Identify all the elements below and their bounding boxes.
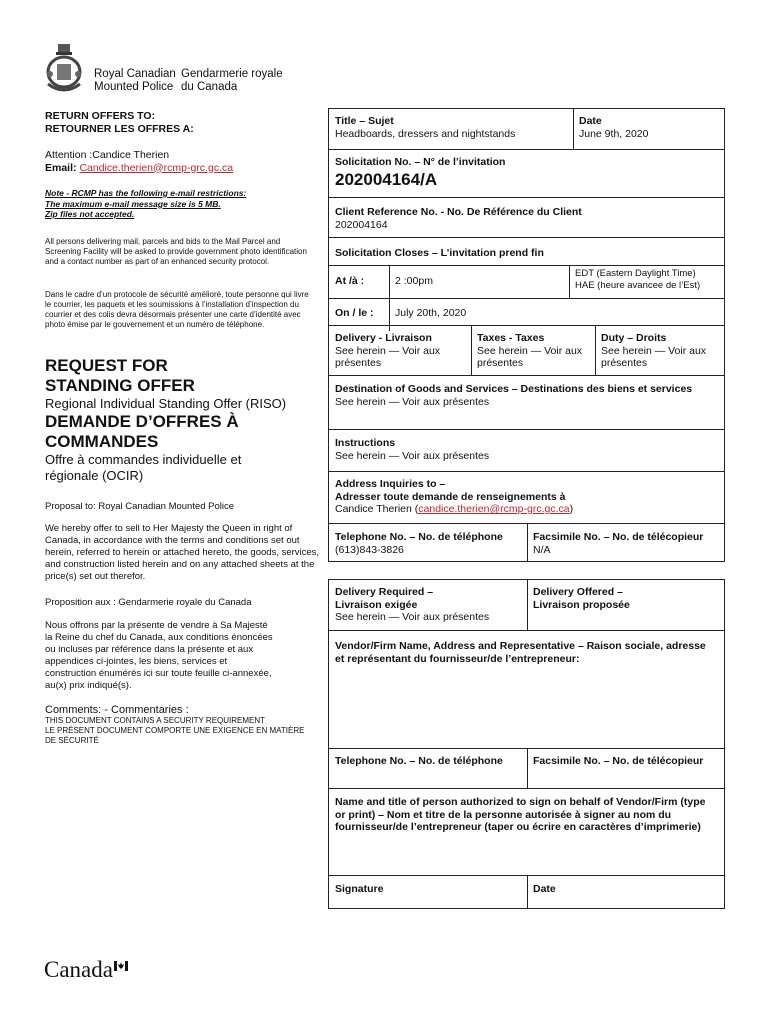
timezone-cell [569, 265, 724, 295]
security-notice-fr: Dans le cadre d’un protocole de sécurité amélioré, toute personne qui livre le courrier, les paquets et les soumissions à l’installation d’inspection du courrier et des colis devra désormais présenter une carte d’identité avec photo émise par le gouvernement et un numéro de téléphone. [45, 290, 309, 329]
taxes-cell [471, 329, 595, 373]
rfso-title-block [45, 356, 325, 484]
rfso-title-line2: STANDING OFFER [45, 376, 195, 395]
telephone-value: (613)843-3826 [335, 543, 404, 556]
telephone-cell [329, 528, 527, 559]
vendor-name-label: Vendor/Firm Name, Address and Representative – Raison sociale, adresse et représentant du fournisseur/de l’entrepreneur: [335, 640, 706, 665]
date-cell [573, 112, 723, 143]
return-offers-fr: RETOURNER LES OFFRES A: [45, 122, 194, 135]
client-ref-cell [329, 203, 719, 234]
canada-wordmark-text: Canada [44, 957, 113, 982]
fax-cell [527, 528, 724, 559]
solicitation-no-value: 202004164/A [335, 169, 438, 189]
delivery-offered-label-en: Delivery Offered – [533, 586, 623, 598]
inquiry-email-link[interactable]: candice.therien@rcmp-grc.gc.ca [418, 503, 570, 515]
authorized-person-label: Name and title of person authorized to sign on behalf of Vendor/Firm (type or print) – Nom et titre de la personne autorisée à signer au nom du fournisseur/de l’entrepreneur (taper ou écrire en caractères d’imprimerie) [335, 796, 706, 833]
org-name-fr [181, 68, 283, 93]
address-inquiries-label-en: Address Inquiries to – [335, 478, 446, 490]
timezone-en: EDT (Eastern Daylight Time) [575, 268, 696, 279]
client-ref-value: 202004164 [335, 218, 388, 231]
org-name-fr-line1: Gendarmerie royale [181, 68, 283, 80]
delivery-label: Delivery - Livraison [335, 332, 432, 344]
vendor-telephone-label: Telephone No. – No. de téléphone [335, 755, 503, 767]
fax-value: N/A [533, 543, 551, 556]
proposal-fr: Proposition aux : Gendarmerie royale du Canada [45, 597, 252, 608]
rcmp-crest-icon [44, 44, 84, 94]
proposal-en: Proposal to: Royal Canadian Mounted Police [45, 501, 235, 512]
security-requirement [45, 716, 305, 746]
delivery-required-label-en: Delivery Required – [335, 586, 434, 598]
closes-label: Solicitation Closes – L’invitation prend fin [335, 247, 544, 259]
title-value: Headboards, dressers and nightstands [335, 127, 516, 140]
note-line1: Note - RCMP has the following e-mail restrictions: [45, 188, 247, 198]
security-notice-en: All persons delivering mail, parcels and bids to the Mail Parcel and Screening Facility will be asked to provide government photo identification and a contact number as part of an enhanced security protocol. [45, 237, 307, 266]
demande-title-line1: DEMANDE D’OFFRES À [45, 412, 239, 431]
offer-text-fr: Nous offrons par la présente de vendre à Sa Majesté la Reine du chef du Canada, aux conditions énoncées ou incluses par référence dans la présente et aux appendices ci-jointes, les biens, services et construction énumérés ici sur toute feuille ci-annexée, au(x) prix indiqué(s). [45, 620, 273, 691]
duty-label: Duty – Droits [601, 332, 667, 344]
instructions-label: Instructions [335, 437, 396, 449]
taxes-value: See herein — Voir aux présentes [477, 344, 583, 369]
title-cell [329, 112, 574, 143]
vendor-response-box [328, 579, 725, 909]
delivery-cell [329, 329, 471, 373]
org-name-en-line2: Mounted Police [94, 80, 174, 93]
offer-text-en: We hereby offer to sell to Her Majesty the Queen in right of Canada, in accordance with the terms and conditions set out herein, referred to herein or attached hereto, the goods, services, and construction listed herein and on any attached sheets at the price(s) set out therefor. [45, 523, 320, 582]
ocir-subtitle-line1: Offre à commandes individuelle et [45, 452, 242, 467]
attention-block [45, 149, 315, 174]
date-label: Date [579, 115, 602, 127]
delivery-required-label-fr: Livraison exigée [335, 598, 418, 611]
org-name-en [94, 68, 176, 93]
timezone-fr: HAE (heure avancee de l’Est) [575, 280, 701, 291]
solicitation-no-cell [329, 153, 719, 194]
telephone-label: Telephone No. – No. de téléphone [335, 531, 503, 543]
solicitation-no-label: Solicitation No. – N° de l’invitation [335, 156, 506, 168]
on-value: July 20th, 2020 [395, 307, 467, 319]
date-value: June 9th, 2020 [579, 127, 649, 140]
address-inquiries-cell [329, 475, 719, 519]
note-line3: Zip files not accepted. [45, 209, 135, 219]
destination-label: Destination of Goods and Services – Destinations des biens et services [335, 383, 693, 395]
vendor-name-field[interactable] [329, 670, 724, 750]
address-inquiries-label-fr: Adresser toute demande de renseignements à [335, 490, 566, 503]
comments-label: Comments: - Commentaries : [45, 704, 189, 716]
canada-wordmark [44, 956, 113, 984]
vendor-fax-label: Facsimile No. – No. de télécopieur [533, 755, 704, 767]
at-label: At /à : [335, 275, 365, 287]
attention-line: Attention :Candice Therien [45, 149, 170, 161]
duty-cell [595, 329, 723, 373]
return-offers-en: RETURN OFFERS TO: [45, 110, 156, 122]
ocir-subtitle-line2: régionale (OCIR) [45, 468, 144, 483]
on-label: On / le : [335, 307, 374, 319]
org-name-fr-line2: du Canada [181, 80, 238, 93]
security-requirement-en: THIS DOCUMENT CONTAINS A SECURITY REQUIREMENT [45, 716, 266, 725]
rfso-title-line1: REQUEST FOR [45, 356, 168, 375]
delivery-required-value: See herein — Voir aux présentes [335, 611, 490, 623]
solicitation-info-box [328, 108, 725, 562]
signature-label: Signature [335, 883, 384, 895]
email-label: Email: [45, 161, 77, 174]
inquiry-paren-close: ) [569, 503, 574, 515]
email-link[interactable]: Candice.therien@rcmp-grc.gc.ca [79, 161, 234, 174]
duty-value: See herein — Voir aux présentes [601, 344, 707, 369]
note-line2: The maximum e-mail message size is 5 MB. [45, 198, 221, 209]
demande-title-line2: COMMANDES [45, 432, 159, 451]
delivery-offered-label-fr: Livraison proposée [533, 598, 630, 611]
instructions-value: See herein — Voir aux présentes [335, 449, 490, 462]
delivery-value: See herein — Voir aux présentes [335, 344, 441, 369]
riso-subtitle: Regional Individual Standing Offer (RISO) [45, 396, 287, 411]
client-ref-label: Client Reference No. - No. De Référence du Client [335, 206, 582, 218]
org-name-en-line1: Royal Canadian [94, 68, 176, 80]
at-value: 2 :00pm [395, 275, 433, 287]
canada-flag-icon [114, 958, 128, 968]
inquiry-contact-name: Candice Therien ( [335, 503, 419, 515]
return-offers-heading [45, 110, 305, 135]
security-requirement-fr: LE PRÉSENT DOCUMENT COMPORTE UNE EXIGENCE EN MATIÈRE DE SÉCURITÉ [45, 726, 305, 745]
signature-date-label: Date [533, 883, 556, 895]
destination-value: See herein — Voir aux présentes [335, 395, 490, 408]
destination-cell [329, 380, 714, 411]
title-label: Title – Sujet [335, 115, 394, 127]
email-note [45, 188, 320, 220]
delivery-offered-cell[interactable] [527, 583, 724, 614]
fax-label: Facsimile No. – No. de télécopieur [533, 531, 704, 543]
taxes-label: Taxes - Taxes [477, 332, 545, 344]
delivery-required-cell [329, 583, 527, 627]
instructions-cell [329, 434, 714, 465]
